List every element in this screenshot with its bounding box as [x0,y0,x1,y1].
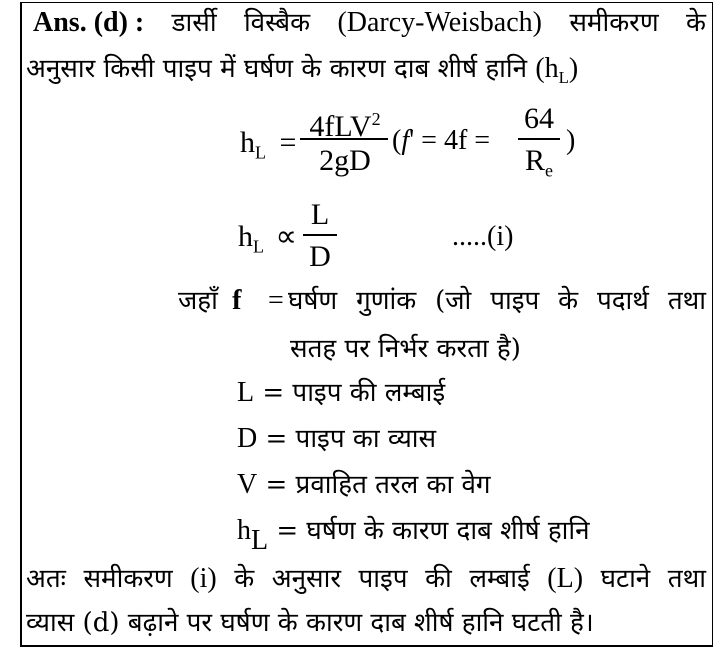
where-line-2: सतह पर निर्भर करता है) [290,334,521,364]
word: लम्बाई [469,564,530,594]
where-definition [288,286,706,316]
word: की [425,564,452,594]
conclusion-line-2: व्यास (d) बढ़ाने पर घर्षण के कारण दाब शीर्ष हानि घटती है। [26,608,594,638]
word: पदार्थ [596,286,649,316]
eq2-fraction-bar [303,234,337,236]
word: (Darcy-Weisbach) [337,7,542,38]
eq1-friction-relation: (f' = 4f = [392,125,491,156]
definition-hL: $h_L$ = घर्षण के कारण दाब शीर्ष हानि [237,515,590,556]
conclusion-line-1 [26,564,706,594]
eq1-denominator-2: $R_e$ [524,144,553,181]
word: (L) [547,563,584,594]
definition-L: L = पाइप की लम्बाई [237,377,446,408]
word: पाइप [490,286,540,316]
eq1-close-paren: ) [566,125,576,156]
word: डार्सी [171,8,217,38]
eq2-lhs: $h_L$ ∝ [238,220,297,257]
where-eq: = [268,285,284,316]
hl-symbol: $(h_L)$ [535,53,579,87]
word: के [558,286,579,316]
word: अनुसार [271,564,341,594]
word: तथा [667,286,706,316]
word: (i) [190,563,217,594]
eq2-reference: .....(i) [452,221,514,252]
eq2-numerator: L [310,198,330,231]
where-symbol: f [232,285,242,316]
word: तथा [667,564,706,594]
eq1-denominator: 2gD [319,144,371,177]
word: समीकरण [569,8,659,38]
eq1-numerator-2: 64 [524,102,554,135]
eq1-fraction-bar-2 [518,138,560,140]
word: घर्षण [288,286,338,316]
eq1-numerator: 4fLV$^2$ [309,109,381,143]
word: गुणांक [356,286,417,316]
answer-line-2 [26,54,578,93]
word: पाइप [358,564,408,594]
answer-line-1 [33,8,706,38]
answer-label: Ans. (d) : [33,7,145,38]
word: अतः [26,564,66,594]
where-label: जहाँ [178,286,218,316]
eq1-lhs: $h_L$ = [240,126,297,163]
word: समीकरण [83,564,173,594]
word: के [686,8,706,38]
word: (जो [435,286,472,316]
definition-D: D = पाइप का व्यास [237,423,437,454]
eq1-fraction-bar [300,138,388,140]
definition-V: V = प्रवाहित तरल का वेग [237,469,491,500]
word: विस्बैक [243,8,311,38]
eq2-denominator: D [309,240,331,273]
word: के [234,564,255,594]
answer-line-2-text: अनुसार किसी पाइप में घर्षण के कारण दाब शीर्ष हानि [26,54,528,84]
word: घटाने [600,564,651,594]
